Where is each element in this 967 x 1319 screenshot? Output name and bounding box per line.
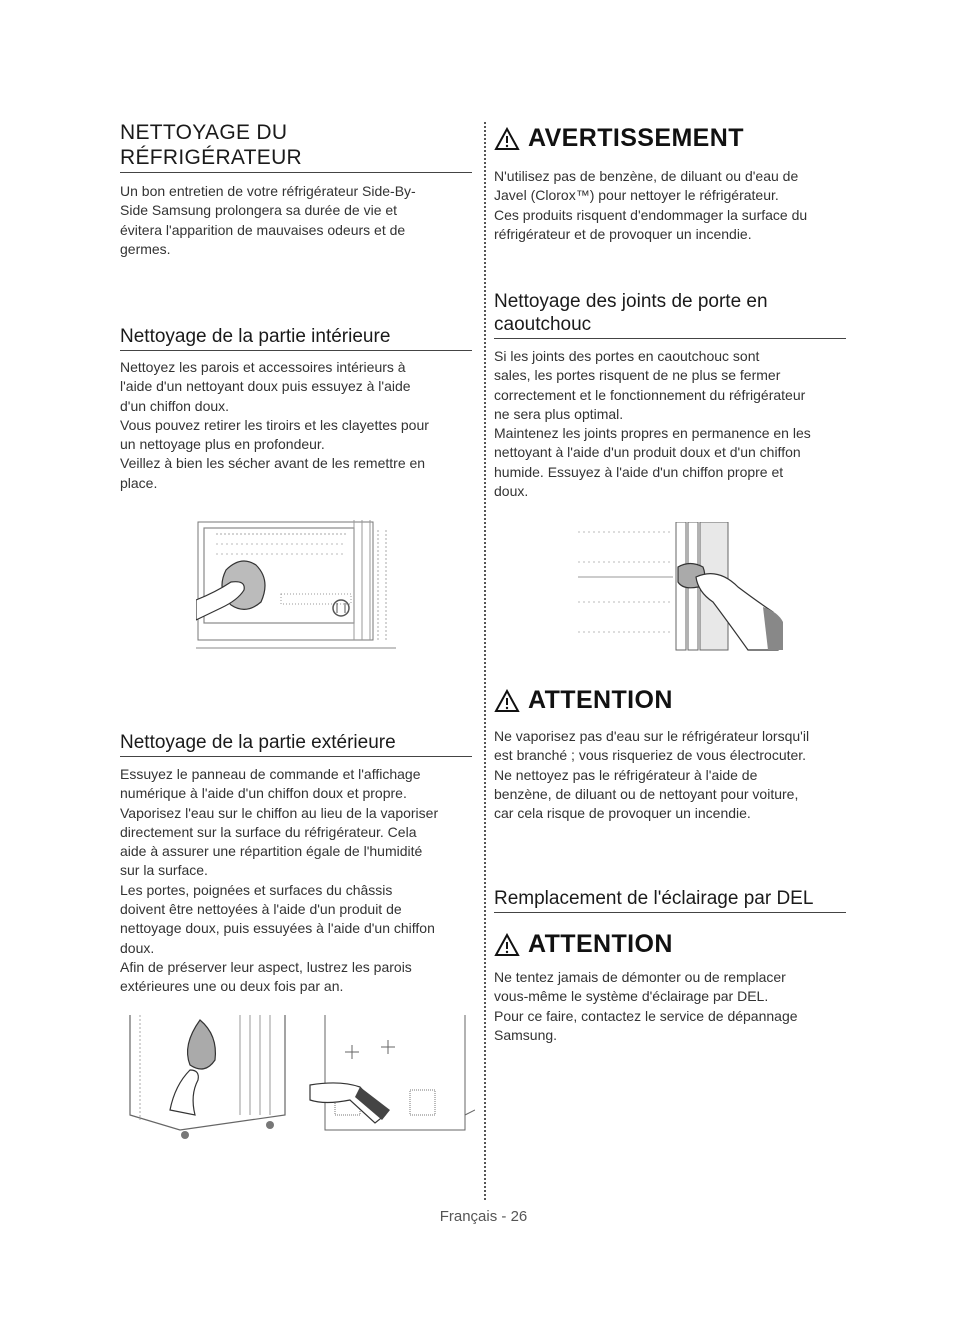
interior-title-text: Nettoyage de la partie intérieure bbox=[120, 326, 391, 347]
gasket-line: Si les joints des portes en caoutchouc sont bbox=[494, 348, 760, 364]
exterior-title-text: Nettoyage de la partie extérieure bbox=[120, 732, 396, 753]
warning-triangle-icon bbox=[494, 127, 520, 151]
exterior-line: numérique à l'aide d'un chiffon doux et propre. bbox=[120, 785, 407, 802]
gasket-title-line-2: caoutchouc bbox=[494, 314, 592, 335]
exterior-line: doux. bbox=[120, 939, 155, 956]
warning-title: AVERTISSEMENT bbox=[528, 124, 744, 152]
intro-paragraph bbox=[120, 182, 472, 259]
interior-line: place. bbox=[120, 474, 158, 491]
exterior-line: aide à assurer une répartition égale de l'humidité bbox=[120, 843, 423, 860]
main-title bbox=[120, 120, 472, 173]
warning-line: N'utilisez pas de benzène, de diluant ou d'eau de bbox=[494, 168, 799, 184]
attention-paragraph-1 bbox=[494, 727, 846, 823]
exterior-paragraph bbox=[120, 765, 472, 997]
attention-heading-1 bbox=[494, 686, 673, 715]
main-title-line-1: NETTOYAGE DU bbox=[120, 121, 288, 144]
warning-heading bbox=[494, 124, 744, 153]
exterior-line: directement sur la surface du réfrigérateur. Cela bbox=[120, 823, 417, 840]
gasket-line: doux. bbox=[494, 483, 529, 500]
gasket-title-line-1: Nettoyage des joints de porte en bbox=[494, 291, 768, 312]
attention-line: Ne tentez jamais de démonter ou de remplacer bbox=[494, 969, 786, 985]
attention-line: Ne vaporisez pas d'eau sur le réfrigérateur lorsqu'il bbox=[494, 728, 810, 744]
attention-line: Ne nettoyez pas le réfrigérateur à l'aide de bbox=[494, 766, 758, 783]
exterior-line: doivent être nettoyées à l'aide d'un produit de bbox=[120, 901, 402, 918]
exterior-cleaning-illustration bbox=[120, 1015, 475, 1140]
exterior-line: extérieures une ou deux fois par an. bbox=[120, 978, 344, 995]
interior-line: l'aide d'un nettoyant doux puis essuyez à l'aide bbox=[120, 378, 411, 395]
intro-line: Side Samsung prolongera sa durée de vie et bbox=[120, 202, 398, 219]
interior-line: d'un chiffon doux. bbox=[120, 397, 230, 414]
main-title-line-2: RÉFRIGÉRATEUR bbox=[120, 146, 303, 169]
led-title-text: Remplacement de l'éclairage par DEL bbox=[494, 888, 814, 909]
warning-triangle-icon bbox=[494, 933, 520, 957]
warning-triangle-icon bbox=[494, 689, 520, 713]
attention-heading-2 bbox=[494, 930, 673, 959]
attention-line: benzène, de diluant ou de nettoyant pour voiture, bbox=[494, 785, 799, 802]
exterior-line: nettoyage doux, puis essuyées à l'aide d'un chiffon bbox=[120, 920, 435, 937]
exterior-line: sur la surface. bbox=[120, 862, 208, 879]
gasket-line: correctement et le fonctionnement du réfrigérateur bbox=[494, 386, 806, 403]
exterior-section-title bbox=[120, 731, 472, 757]
led-section-title bbox=[494, 887, 846, 913]
gasket-line: ne sera plus optimal. bbox=[494, 405, 624, 422]
intro-line: germes. bbox=[120, 240, 171, 257]
interior-line: Veillez à bien les sécher avant de les remettre en bbox=[120, 455, 426, 472]
attention-title-2: ATTENTION bbox=[528, 930, 673, 958]
exterior-line: Essuyez le panneau de commande et l'affichage bbox=[120, 766, 421, 782]
warning-paragraph bbox=[494, 167, 846, 244]
gasket-paragraph bbox=[494, 347, 846, 501]
attention-paragraph-2 bbox=[494, 968, 846, 1045]
attention-line: Samsung. bbox=[494, 1026, 558, 1043]
gasket-section-title bbox=[494, 290, 846, 339]
warning-line: Ces produits risquent d'endommager la surface du bbox=[494, 206, 808, 223]
gasket-cleaning-illustration bbox=[578, 522, 783, 652]
exterior-line: Afin de préserver leur aspect, lustrez les parois bbox=[120, 958, 412, 975]
interior-cleaning-illustration bbox=[196, 520, 401, 655]
gasket-line: Maintenez les joints propres en permanence en les bbox=[494, 425, 811, 442]
exterior-line: Vaporisez l'eau sur le chiffon au lieu de la vaporiser bbox=[120, 804, 439, 821]
page-footer: Français - 26 bbox=[439, 1208, 528, 1225]
attention-title-1: ATTENTION bbox=[528, 686, 673, 714]
intro-line: évitera l'apparition de mauvaises odeurs et de bbox=[120, 221, 406, 238]
warning-line: réfrigérateur et de provoquer un incendie. bbox=[494, 225, 752, 242]
attention-line: Pour ce faire, contactez le service de dépannage bbox=[494, 1007, 798, 1024]
attention-line: est branché ; vous risqueriez de vous électrocuter. bbox=[494, 747, 807, 764]
interior-line: Vous pouvez retirer les tiroirs et les clayettes pour bbox=[120, 416, 429, 433]
gasket-line: sales, les portes risquent de ne plus se fermer bbox=[494, 367, 781, 384]
attention-line: car cela risque de provoquer un incendie. bbox=[494, 805, 751, 822]
intro-line: Un bon entretien de votre réfrigérateur Side-By- bbox=[120, 183, 416, 199]
interior-line: Nettoyez les parois et accessoires intérieurs à bbox=[120, 359, 406, 375]
column-divider bbox=[484, 122, 486, 1200]
warning-line: Javel (Clorox™) pour nettoyer le réfrigérateur. bbox=[494, 187, 779, 204]
attention-line: vous-même le système d'éclairage par DEL. bbox=[494, 988, 769, 1005]
interior-section-title bbox=[120, 325, 472, 351]
interior-paragraph bbox=[120, 358, 472, 493]
gasket-line: nettoyant à l'aide d'un produit doux et d'un chiffon bbox=[494, 444, 801, 461]
gasket-line: humide. Essuyez à l'aide d'un chiffon propre et bbox=[494, 463, 784, 480]
interior-line: un nettoyage plus en profondeur. bbox=[120, 436, 325, 453]
exterior-line: Les portes, poignées et surfaces du châssis bbox=[120, 881, 393, 898]
